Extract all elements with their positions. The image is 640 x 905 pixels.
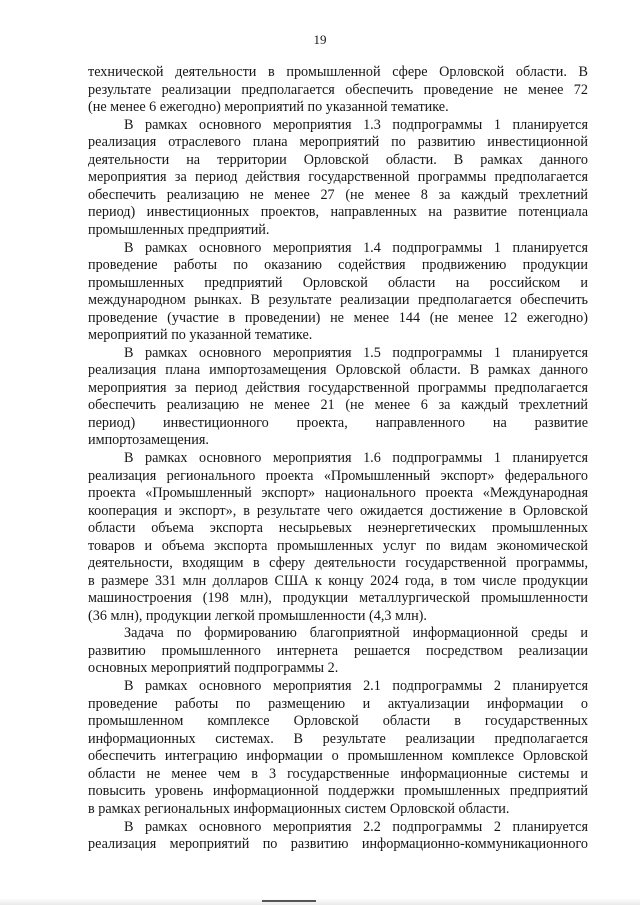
text-line: период) инвестиционных проектов, направленных на развитие потенциала <box>88 204 588 221</box>
text-line: проекта «Промышленный экспорт» национального проекта «Международная <box>88 485 588 502</box>
text-line: обеспечить реализацию не менее 21 (не менее 6 за каждый трехлетний <box>88 397 588 414</box>
text-line: мероприятия за период действия государственной программы предполагается <box>88 379 588 396</box>
text-line: области объема экспорта несырьевых неэнергетических промышленных <box>88 520 588 537</box>
text-line: технической деятельности в промышленной сфере Орловской области. В <box>88 64 588 80</box>
text-line: В рамках основного мероприятия 2.1 подпрограммы 2 планируется <box>124 678 588 695</box>
text-line: проведение (участие в проведении) не менее 144 (не менее 12 ежегодно) <box>88 309 588 326</box>
text-line: результате реализации предполагается обеспечить проведение не менее 72 <box>88 81 588 98</box>
paragraph <box>88 450 588 625</box>
text-line: мероприятий по указанной тематике. <box>88 327 313 344</box>
text-line: реализация регионального проекта «Промышленный экспорт» федерального <box>88 467 588 484</box>
text-line: проведение работы по оказанию содействия продвижению продукции <box>88 257 588 274</box>
paragraph <box>88 678 588 818</box>
page-bottom-edge <box>0 898 640 905</box>
text-line: реализация отраслевого плана мероприятий по развитию инвестиционной <box>88 134 588 151</box>
text-line: повысить уровень информационной поддержки промышленных предприятий <box>88 783 588 800</box>
text-line: В рамках основного мероприятия 1.3 подпрограммы 1 планируется <box>124 116 588 133</box>
paragraph <box>88 240 588 345</box>
paragraph <box>88 117 588 240</box>
text-line: проведение работы по размещению и актуализации информации о <box>88 695 588 712</box>
text-line: деятельности на территории Орловской области. В рамках данного <box>88 151 588 168</box>
text-line: кооперация и экспорт», в результате чего ожидается достижение в Орловской <box>88 502 588 519</box>
paragraph <box>88 819 588 854</box>
text-line: В рамках основного мероприятия 1.4 подпрограммы 1 планируется <box>124 239 588 256</box>
paragraph <box>88 64 588 117</box>
paragraph <box>88 345 588 450</box>
text-line: реализация плана импортозамещения Орловской области. В рамках данного <box>88 362 588 379</box>
text-line: В рамках основного мероприятия 2.2 подпрограммы 2 планируется <box>124 818 588 835</box>
text-line: машиностроения (198 млн), продукции металлургической промышленности <box>88 590 588 607</box>
text-line: реализация мероприятий по развитию информационно-коммуникационного <box>88 836 588 853</box>
text-line: В рамках основного мероприятия 1.6 подпрограммы 1 планируется <box>124 450 588 467</box>
text-line: в размере 331 млн долларов США к концу 2024 года, в том числе продукции <box>88 572 588 589</box>
text-line: развитию промышленного интернета решается посредством реализации <box>88 642 588 659</box>
text-line: Задача по формированию благоприятной информационной среды и <box>124 625 588 642</box>
text-line: товаров и объема экспорта промышленных услуг по видам экономической <box>88 537 588 554</box>
text-line: (36 млн), продукции легкой промышленности (4,3 млн). <box>88 607 427 624</box>
text-line: промышленном комплексе Орловской области в государственных <box>88 713 588 730</box>
scan-mark <box>262 900 316 902</box>
document-body <box>88 64 588 854</box>
text-line: основных мероприятий подпрограммы 2. <box>88 660 339 677</box>
text-line: мероприятия за период действия государственной программы предполагается <box>88 169 588 186</box>
text-line: В рамках основного мероприятия 1.5 подпрограммы 1 планируется <box>124 344 588 361</box>
text-line: промышленных предприятий. <box>88 221 270 238</box>
text-line: в рамках региональных информационных систем Орловской области. <box>88 800 510 817</box>
text-line: период) инвестиционного проекта, направленного на развитие <box>88 414 588 431</box>
paragraph <box>88 625 588 678</box>
text-line: информационных системах. В результате реализации предполагается <box>88 730 588 747</box>
text-line: (не менее 6 ежегодно) мероприятий по указанной тематике. <box>88 99 449 115</box>
text-line: области не менее чем в 3 государственные информационные системы и <box>88 765 588 782</box>
text-line: промышленных предприятий Орловской области на российском и <box>88 274 588 291</box>
text-line: международном рынках. В результате реализации предполагается обеспечить <box>88 292 588 309</box>
text-line: обеспечить интеграцию информации о промышленном комплексе Орловской <box>88 748 588 765</box>
text-line: импортозамещения. <box>88 432 209 449</box>
page-number: 19 <box>313 32 327 47</box>
text-line: деятельности, входящим в сферу деятельности государственной программы, <box>88 555 588 572</box>
text-line: обеспечить реализацию не менее 27 (не менее 8 за каждый трехлетний <box>88 186 588 203</box>
